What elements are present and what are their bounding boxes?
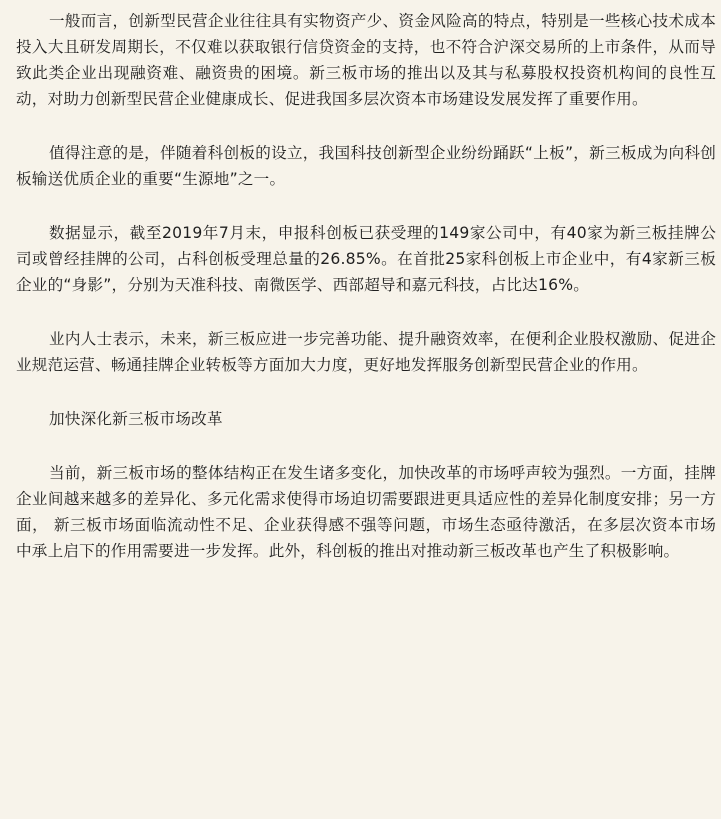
paragraph: 业内人士表示，未来，新三板应进一步完善功能、提升融资效率，在便利企业股权激励、促进企业规范运营、畅通挂牌企业转板等方面加大力度，更好地发挥服务创新型民营企业的作用。 [16,330,716,374]
article-body [16,8,716,564]
paragraph: 当前，新三板市场的整体结构正在发生诸多变化，加快改革的市场呼声较为强烈。一方面，挂牌企业间越来越多的差异化、多元化需求使得市场迫切需要跟进更具适应性的差异化制度安排；另一方面， 新三板市场面临流动性不足、企业获得感不强等问题，市场生态亟待激活，在多层次资本市场中承上启下的作用需要进一步发挥。此外，科创板的推出对推动新三板改革也产生了积极影响。 [16,464,716,560]
paragraph: 数据显示，截至2019年7月末，申报科创板已获受理的149家公司中，有40家为新三板挂牌公司或曾经挂牌的公司，占科创板受理总量的26.85%。在首批25家科创板上市企业中，有4家新三板企业的“身影”，分别为天准科技、南微医学、西部超导和嘉元科技，占比达16%。 [16,224,716,294]
paragraph: 一般而言，创新型民营企业往往具有实物资产少、资金风险高的特点，特别是一些核心技术成本投入大且研发周期长，不仅难以获取银行信贷资金的支持，也不符合沪深交易所的上市条件，从而导致此类企业出现融资难、融资贵的困境。新三板市场的推出以及其与私募股权投资机构间的良性互动，对助力创新型民营企业健康成长、促进我国多层次资本市场建设发展发挥了重要作用。 [16,12,716,108]
paragraph: 值得注意的是，伴随着科创板的设立，我国科技创新型企业纷纷踊跃“上板”，新三板成为向科创板输送优质企业的重要“生源地”之一。 [16,144,716,188]
section-heading: 加快深化新三板市场改革 [49,410,223,428]
